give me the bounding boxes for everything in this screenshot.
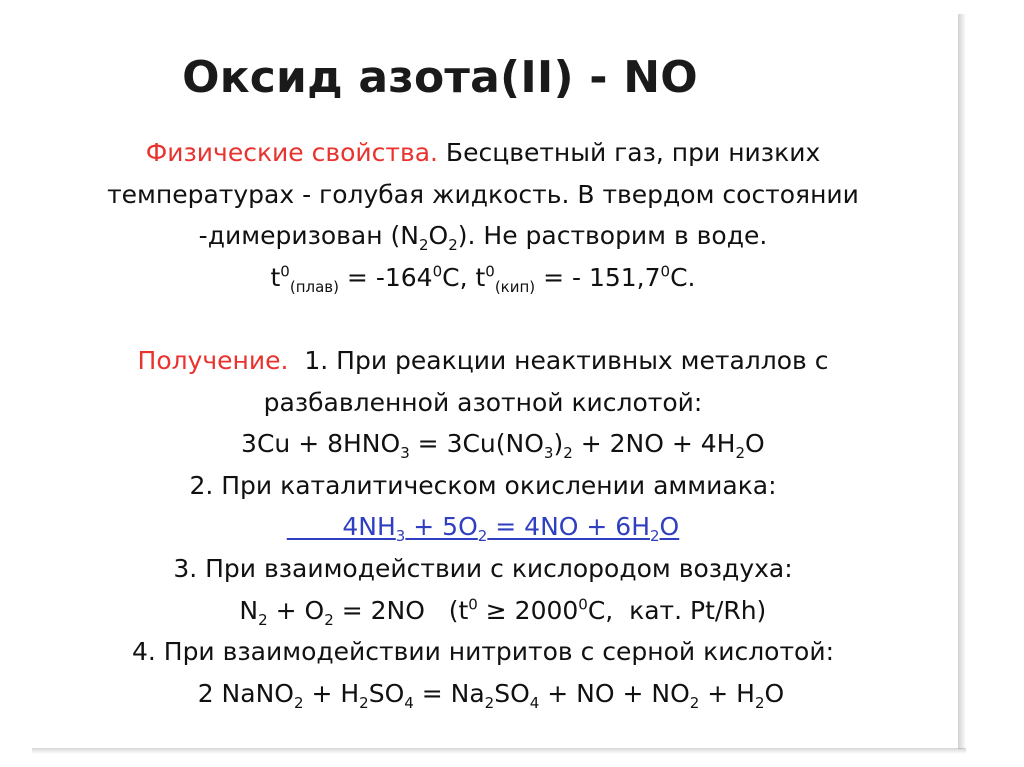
obtaining-item-1a: 1. При реакции неактивных металлов с <box>288 345 829 375</box>
text-fragment: C. <box>670 262 696 292</box>
subscript: 4 <box>529 693 540 712</box>
text-fragment: 3Cu + 8HNO <box>201 429 401 459</box>
equation-3 <box>58 590 908 632</box>
text-fragment: O <box>745 429 765 459</box>
text-fragment: = - 151,7 <box>535 262 661 292</box>
text-fragment: = -164 <box>338 262 433 292</box>
text-fragment: = Na <box>413 678 485 708</box>
section-spacer <box>58 298 908 340</box>
equation-1 <box>58 423 908 465</box>
text-fragment: + H <box>699 678 755 708</box>
hyperlink-equation[interactable] <box>286 512 680 546</box>
obtaining-label: Получение. <box>137 345 289 375</box>
subscript: 4 <box>404 693 414 712</box>
text-fragment: 2 NaNO <box>181 678 294 708</box>
subscript: 3 <box>543 444 554 463</box>
subscript: 2 <box>754 693 765 712</box>
slide-bottom-shadow <box>32 748 966 754</box>
superscript: 0 <box>578 595 588 614</box>
physical-label: Физические свойства. <box>145 138 438 167</box>
subscript: 2 <box>359 693 369 712</box>
subscript: 2 <box>650 527 660 546</box>
text-fragment: O <box>428 221 449 251</box>
text-fragment: + O <box>267 595 325 625</box>
slide-body <box>58 132 908 714</box>
physical-line-2: температурах - голубая жидкость. В твердом состоянии <box>107 179 859 209</box>
obtaining-line-1 <box>58 340 908 382</box>
subscript: (кип) <box>494 277 536 296</box>
obtaining-item-4: 4. При взаимодействии нитритов с серной кислотой: <box>131 637 835 667</box>
obtaining-item-1b: разбавленной азотной кислотой: <box>263 387 703 417</box>
text-fragment: O <box>659 512 680 542</box>
text-fragment: = 2NO (t <box>333 595 469 625</box>
subscript: 2 <box>293 693 304 712</box>
text-fragment: C, кат. Pt/Rh) <box>587 595 767 625</box>
subscript: 3 <box>400 444 410 463</box>
text-fragment: + NO + NO <box>539 678 690 708</box>
text-fragment: ) <box>553 429 564 459</box>
text-fragment: 4NH <box>286 512 396 542</box>
text-fragment: + 2NO + 4H <box>572 429 736 459</box>
superscript: 0 <box>280 262 290 281</box>
text-fragment: ≥ 2000 <box>477 595 579 625</box>
subscript: 2 <box>418 236 429 255</box>
text-fragment: C, t <box>442 262 486 292</box>
text-fragment: O <box>764 678 785 708</box>
superscript: 0 <box>485 262 495 281</box>
subscript: (плав) <box>289 277 339 296</box>
page-title: Оксид азота(II) - NO <box>182 52 698 103</box>
text-fragment: -димеризован (N <box>198 221 419 251</box>
obtaining-item-2: 2. При каталитическом окислении аммиака: <box>189 470 777 500</box>
equation-4 <box>58 673 908 715</box>
slide-right-shadow <box>958 14 966 749</box>
text-fragment: SO <box>494 678 530 708</box>
subscript: 2 <box>477 527 488 546</box>
subscript: 2 <box>689 693 700 712</box>
obtaining-item-3: 3. При взаимодействии с кислородом воздуха: <box>173 553 793 583</box>
text-fragment: + H <box>303 678 360 708</box>
physical-line-3 <box>58 215 908 257</box>
subscript: 2 <box>258 610 268 629</box>
text-fragment: = 4NO + 6H <box>487 512 650 542</box>
subscript: 2 <box>448 236 458 255</box>
text-fragment: SO <box>368 678 405 708</box>
subscript: 2 <box>735 444 745 463</box>
physical-line-1 <box>58 132 908 174</box>
text-fragment: t <box>270 262 281 292</box>
text-fragment: ). Не растворим в воде. <box>457 221 768 251</box>
text-fragment: + 5O <box>405 512 478 542</box>
subscript: 2 <box>563 444 573 463</box>
superscript: 0 <box>660 262 671 281</box>
temperature-line <box>58 257 908 299</box>
superscript: 0 <box>432 262 443 281</box>
superscript: 0 <box>468 595 478 614</box>
text-fragment: N <box>199 595 259 625</box>
physical-text-1: Бесцветный газ, при низких <box>437 138 821 167</box>
subscript: 3 <box>395 527 406 546</box>
equation-2-link[interactable] <box>58 506 908 548</box>
subscript: 2 <box>324 610 334 629</box>
text-fragment: = 3Cu(NO <box>409 429 544 459</box>
subscript: 2 <box>484 693 495 712</box>
